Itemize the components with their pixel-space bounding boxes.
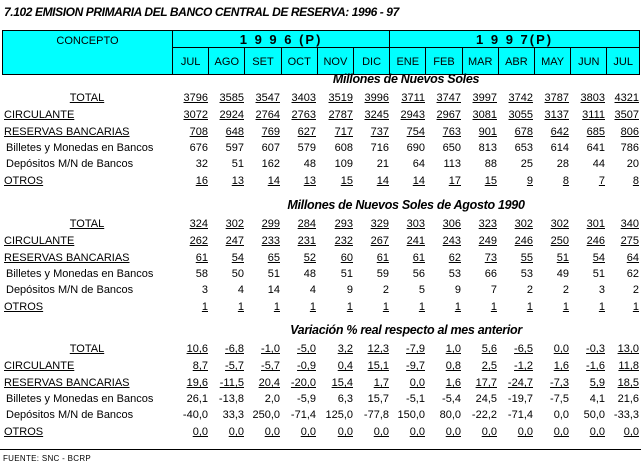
- cell-value: -1,0: [261, 343, 280, 355]
- cell-value: 3,2: [337, 343, 353, 355]
- cell-value: -24,7: [507, 377, 533, 389]
- cell-value: 51: [231, 158, 244, 170]
- cell-value: -5,7: [225, 360, 244, 372]
- cell-value: 0,0: [373, 426, 389, 438]
- cell-value: 1: [454, 301, 461, 313]
- section-title: Variación % real respecto al mes anterior: [290, 323, 522, 337]
- cell-value: 0,0: [192, 426, 208, 438]
- cell-value: 20: [626, 158, 639, 170]
- cell-value: 1: [309, 301, 316, 313]
- month-header: NOV: [318, 48, 354, 74]
- cell-value: 0,0: [623, 426, 639, 438]
- cell-value: 61: [195, 252, 208, 264]
- cell-value: 250,0: [252, 409, 280, 421]
- cell-value: 231: [297, 235, 316, 247]
- month-header: MAY: [535, 48, 571, 74]
- cell-value: 608: [334, 142, 353, 154]
- cell-value: -5,9: [297, 393, 316, 405]
- cell-value: 66: [484, 268, 497, 280]
- table-row: [0, 252, 641, 266]
- month-header: JUL: [173, 48, 209, 74]
- cell-value: -5,7: [261, 360, 280, 372]
- divider: [0, 449, 641, 450]
- cell-value: 650: [442, 142, 461, 154]
- row-label: Billetes y Monedas en Bancos: [6, 393, 154, 405]
- cell-value: 1,0: [445, 343, 461, 355]
- cell-value: 3742: [508, 92, 533, 104]
- cell-value: 11,8: [618, 360, 639, 372]
- cell-value: -77,8: [363, 409, 389, 421]
- cell-value: 4,1: [589, 393, 605, 405]
- cell-value: 1: [201, 301, 208, 313]
- cell-value: 51: [340, 268, 353, 280]
- cell-value: 4: [237, 284, 244, 296]
- cell-value: 3803: [580, 92, 605, 104]
- cell-value: 0,0: [553, 343, 569, 355]
- cell-value: 2: [526, 284, 533, 296]
- table-row: [0, 426, 641, 440]
- cell-value: 275: [620, 235, 639, 247]
- cell-value: 2924: [219, 109, 244, 121]
- cell-value: -0,9: [297, 360, 316, 372]
- table-row: [0, 235, 641, 249]
- month-header: OCT: [282, 48, 318, 74]
- cell-value: 247: [225, 235, 244, 247]
- cell-value: 1: [237, 301, 244, 313]
- cell-value: 3403: [291, 92, 316, 104]
- cell-value: 60: [340, 252, 353, 264]
- table-header: [2, 30, 640, 75]
- cell-value: 1,7: [373, 377, 389, 389]
- cell-value: 0,0: [589, 426, 605, 438]
- cell-value: 2943: [400, 109, 425, 121]
- cell-value: 614: [550, 142, 569, 154]
- cell-value: 813: [478, 142, 497, 154]
- month-header: AGO: [209, 48, 245, 74]
- cell-value: 243: [442, 235, 461, 247]
- cell-value: -40,0: [182, 409, 208, 421]
- cell-value: 44: [592, 158, 605, 170]
- cell-value: 1: [490, 301, 497, 313]
- cell-value: 17,7: [475, 377, 497, 389]
- cell-value: 676: [189, 142, 208, 154]
- row-label: Billetes y Monedas en Bancos: [6, 142, 154, 154]
- cell-value: 1: [273, 301, 280, 313]
- cell-value: 233: [261, 235, 280, 247]
- cell-value: 61: [412, 252, 425, 264]
- row-label: RESERVAS BANCARIAS: [4, 377, 130, 389]
- cell-value: 708: [189, 126, 208, 138]
- cell-value: 150,0: [397, 409, 425, 421]
- cell-value: 284: [297, 218, 316, 230]
- cell-value: 51: [556, 252, 569, 264]
- cell-value: 14: [412, 175, 425, 187]
- cell-value: -1,2: [514, 360, 533, 372]
- row-label: RESERVAS BANCARIAS: [4, 252, 130, 264]
- cell-value: 65: [267, 252, 280, 264]
- row-label: Depósitos M/N de Bancos: [6, 284, 134, 296]
- cell-value: 53: [448, 268, 461, 280]
- cell-value: 3747: [436, 92, 461, 104]
- cell-value: 80,0: [439, 409, 461, 421]
- cell-value: 33,3: [222, 409, 244, 421]
- cell-value: 2,0: [264, 393, 280, 405]
- cell-value: 5,9: [589, 377, 605, 389]
- row-label: Billetes y Monedas en Bancos: [6, 268, 154, 280]
- month-header: ENE: [390, 48, 426, 74]
- cell-value: -0,3: [586, 343, 605, 355]
- cell-value: 2,5: [481, 360, 497, 372]
- cell-value: 25: [520, 158, 533, 170]
- cell-value: 48: [303, 158, 316, 170]
- cell-value: 9: [526, 175, 533, 187]
- cell-value: 9: [454, 284, 461, 296]
- cell-value: -11,5: [219, 377, 244, 389]
- cell-value: 3: [598, 284, 605, 296]
- cell-value: 13: [231, 175, 244, 187]
- cell-value: 50,0: [583, 409, 605, 421]
- row-label: OTROS: [4, 426, 44, 438]
- table-row: [0, 284, 641, 298]
- cell-value: 716: [370, 142, 389, 154]
- cell-value: 109: [334, 158, 353, 170]
- cell-value: -20,0: [290, 377, 316, 389]
- cell-value: 15: [484, 175, 497, 187]
- cell-value: 14: [267, 284, 280, 296]
- cell-value: 690: [406, 142, 425, 154]
- cell-value: -71,4: [507, 409, 533, 421]
- year-header: 1 9 9 7(P): [390, 31, 639, 48]
- month-header: ABR: [499, 48, 535, 74]
- cell-value: 0,0: [228, 426, 244, 438]
- cell-value: 24,5: [475, 393, 497, 405]
- row-label: OTROS: [4, 301, 44, 313]
- cell-value: 2764: [255, 109, 280, 121]
- cell-value: 10,6: [186, 343, 208, 355]
- section-title: Millones de Nuevos Soles de Agosto 1990: [287, 198, 525, 212]
- cell-value: 59: [376, 268, 389, 280]
- cell-value: -6,5: [514, 343, 533, 355]
- cell-value: 685: [586, 126, 605, 138]
- cell-value: 2: [382, 284, 389, 296]
- cell-value: 0,0: [553, 426, 569, 438]
- cell-value: 17: [448, 175, 461, 187]
- cell-value: 16: [195, 175, 208, 187]
- row-label: Depósitos M/N de Bancos: [6, 158, 134, 170]
- table-row: [0, 409, 641, 423]
- cell-value: 648: [225, 126, 244, 138]
- cell-value: 1: [346, 301, 353, 313]
- cell-value: 51: [267, 268, 280, 280]
- cell-value: 3519: [328, 92, 353, 104]
- cell-value: 301: [586, 218, 605, 230]
- cell-value: 49: [556, 268, 569, 280]
- cell-value: 3137: [544, 109, 569, 121]
- table-title: 7.102 EMISION PRIMARIA DEL BANCO CENTRAL DE RESERVA: 1996 - 97: [4, 5, 399, 19]
- cell-value: 3055: [508, 109, 533, 121]
- cell-value: 306: [442, 218, 461, 230]
- cell-value: -5,0: [297, 343, 316, 355]
- cell-value: 806: [620, 126, 639, 138]
- cell-value: 597: [225, 142, 244, 154]
- cell-value: 0,0: [445, 426, 461, 438]
- cell-value: 8: [562, 175, 569, 187]
- cell-value: 769: [261, 126, 280, 138]
- cell-value: 3585: [219, 92, 244, 104]
- cell-value: 20,4: [258, 377, 280, 389]
- cell-value: 1: [632, 301, 639, 313]
- cell-value: 0,4: [337, 360, 353, 372]
- cell-value: 15: [340, 175, 353, 187]
- cell-value: 19,6: [186, 377, 208, 389]
- cell-value: 61: [376, 252, 389, 264]
- cell-value: 64: [412, 158, 425, 170]
- cell-value: 3507: [614, 109, 639, 121]
- cell-value: 901: [478, 126, 497, 138]
- cell-value: 1: [526, 301, 533, 313]
- cell-value: 4321: [614, 92, 639, 104]
- cell-value: 1: [598, 301, 605, 313]
- cell-value: 763: [442, 126, 461, 138]
- cell-value: 3081: [472, 109, 497, 121]
- cell-value: -33,3: [613, 409, 639, 421]
- cell-value: 0,0: [481, 426, 497, 438]
- cell-value: 12,3: [367, 343, 389, 355]
- row-label: TOTAL: [69, 92, 105, 104]
- cell-value: 15,4: [331, 377, 353, 389]
- cell-value: 7: [490, 284, 497, 296]
- cell-value: -9,7: [406, 360, 425, 372]
- cell-value: 15,7: [367, 393, 389, 405]
- cell-value: 3796: [183, 92, 208, 104]
- cell-value: 786: [620, 142, 639, 154]
- cell-value: -5,1: [406, 393, 425, 405]
- cell-value: 13: [303, 175, 316, 187]
- cell-value: 3997: [472, 92, 497, 104]
- cell-value: -7,9: [406, 343, 425, 355]
- cell-value: 302: [225, 218, 244, 230]
- cell-value: 607: [261, 142, 280, 154]
- cell-value: 642: [550, 126, 569, 138]
- cell-value: 3111: [582, 109, 605, 121]
- cell-value: 3072: [183, 109, 208, 121]
- cell-value: 267: [370, 235, 389, 247]
- cell-value: 8,7: [192, 360, 208, 372]
- cell-value: -13,8: [218, 393, 244, 405]
- row-label: TOTAL: [69, 218, 105, 230]
- cell-value: -19,7: [507, 393, 533, 405]
- cell-value: -7,3: [550, 377, 569, 389]
- cell-value: 113: [443, 158, 461, 170]
- cell-value: 64: [626, 252, 639, 264]
- cell-value: 246: [586, 235, 605, 247]
- cell-value: 5: [418, 284, 425, 296]
- cell-value: 88: [484, 158, 497, 170]
- cell-value: 340: [620, 218, 639, 230]
- year-header: 1 9 9 6 (P): [173, 31, 390, 48]
- cell-value: 0,0: [300, 426, 316, 438]
- row-label: Depósitos M/N de Bancos: [6, 409, 134, 421]
- cell-value: 14: [376, 175, 389, 187]
- cell-value: 0,0: [517, 426, 533, 438]
- cell-value: 73: [484, 252, 497, 264]
- cell-value: 329: [370, 218, 389, 230]
- cell-value: 4: [309, 284, 316, 296]
- cell-value: 1: [382, 301, 389, 313]
- cell-value: 21,6: [617, 393, 639, 405]
- table-row: [0, 377, 641, 391]
- cell-value: -22,2: [471, 409, 497, 421]
- cell-value: 3547: [255, 92, 280, 104]
- row-label: CIRCULANTE: [4, 360, 75, 372]
- month-header: FEB: [426, 48, 462, 74]
- cell-value: 250: [550, 235, 569, 247]
- cell-value: 51: [592, 268, 605, 280]
- cell-value: 62: [626, 268, 639, 280]
- cell-value: 9: [346, 284, 353, 296]
- cell-value: 3787: [544, 92, 569, 104]
- cell-value: 50: [231, 268, 244, 280]
- cell-value: 0,0: [409, 426, 425, 438]
- cell-value: 299: [261, 218, 280, 230]
- month-header: DIC: [354, 48, 390, 74]
- section-title: Millones de Nuevos Soles: [332, 72, 480, 86]
- cell-value: 18,5: [617, 377, 639, 389]
- cell-value: 32: [195, 158, 208, 170]
- cell-value: 0,8: [445, 360, 461, 372]
- table-row: [0, 360, 641, 374]
- cell-value: 293: [334, 218, 353, 230]
- cell-value: 0,0: [264, 426, 280, 438]
- cell-value: 162: [261, 158, 280, 170]
- table-row: [0, 142, 641, 156]
- cell-value: 2: [562, 284, 569, 296]
- cell-value: 1,6: [445, 377, 461, 389]
- cell-value: 52: [303, 252, 316, 264]
- concepto-header: CONCEPTO: [3, 31, 173, 74]
- cell-value: 5,6: [481, 343, 497, 355]
- table-row: [0, 109, 641, 123]
- cell-value: 1,6: [553, 360, 569, 372]
- cell-value: 717: [334, 126, 353, 138]
- cell-value: -6,8: [225, 343, 244, 355]
- table-row: [0, 126, 641, 140]
- cell-value: 13,0: [617, 343, 639, 355]
- table-row: [0, 175, 641, 189]
- row-label: RESERVAS BANCARIAS: [4, 126, 130, 138]
- row-label: OTROS: [4, 175, 44, 187]
- month-header: JUN: [571, 48, 607, 74]
- row-label: TOTAL: [69, 343, 105, 355]
- cell-value: 56: [412, 268, 425, 280]
- cell-value: -1,6: [586, 360, 605, 372]
- cell-value: 21: [376, 158, 389, 170]
- cell-value: 262: [189, 235, 208, 247]
- cell-value: 579: [297, 142, 316, 154]
- cell-value: 1: [418, 301, 425, 313]
- cell-value: 26,1: [186, 393, 208, 405]
- cell-value: 246: [514, 235, 533, 247]
- cell-value: 7: [598, 175, 605, 187]
- month-header: JUL: [613, 56, 633, 68]
- cell-value: 627: [297, 126, 316, 138]
- cell-value: 54: [231, 252, 244, 264]
- cell-value: 2967: [436, 109, 461, 121]
- table-row: [0, 218, 641, 232]
- cell-value: 737: [370, 126, 389, 138]
- cell-value: 302: [550, 218, 569, 230]
- cell-value: 58: [195, 268, 208, 280]
- cell-value: 15,1: [367, 360, 389, 372]
- cell-value: 55: [520, 252, 533, 264]
- table-row: [0, 92, 641, 106]
- cell-value: 324: [189, 218, 208, 230]
- month-header: SET: [245, 48, 281, 74]
- cell-value: 1: [562, 301, 569, 313]
- cell-value: 0,0: [337, 426, 353, 438]
- table-row: [0, 393, 641, 407]
- cell-value: 3245: [364, 109, 389, 121]
- cell-value: 2: [632, 284, 639, 296]
- cell-value: 754: [406, 126, 425, 138]
- month-header: MAR: [463, 48, 499, 74]
- cell-value: 303: [406, 218, 425, 230]
- cell-value: 125,0: [325, 409, 353, 421]
- cell-value: 3711: [401, 92, 425, 104]
- cell-value: 54: [592, 252, 605, 264]
- cell-value: 641: [586, 142, 605, 154]
- cell-value: 323: [478, 218, 497, 230]
- source-note: FUENTE: SNC - BCRP: [3, 454, 92, 463]
- cell-value: 3: [201, 284, 208, 296]
- cell-value: 653: [514, 142, 533, 154]
- cell-value: -5,4: [442, 393, 461, 405]
- cell-value: 0,0: [553, 409, 569, 421]
- cell-value: 14: [267, 175, 280, 187]
- cell-value: 232: [334, 235, 353, 247]
- cell-value: 249: [478, 235, 497, 247]
- row-label: CIRCULANTE: [4, 235, 75, 247]
- cell-value: 62: [448, 252, 461, 264]
- table-row: [0, 268, 641, 282]
- cell-value: 302: [514, 218, 533, 230]
- row-label: CIRCULANTE: [4, 109, 75, 121]
- table-row: [0, 343, 641, 357]
- cell-value: 6,3: [337, 393, 353, 405]
- table-row: [0, 301, 641, 315]
- cell-value: 241: [406, 235, 425, 247]
- cell-value: 2763: [291, 109, 316, 121]
- cell-value: 2787: [328, 109, 353, 121]
- cell-value: 678: [514, 126, 533, 138]
- cell-value: 0,0: [409, 377, 425, 389]
- table-row: [0, 158, 641, 172]
- cell-value: 28: [556, 158, 569, 170]
- cell-value: -71,4: [290, 409, 316, 421]
- cell-value: 8: [632, 175, 639, 187]
- cell-value: 48: [303, 268, 316, 280]
- cell-value: 3996: [364, 92, 389, 104]
- cell-value: -7,5: [550, 393, 569, 405]
- cell-value: 53: [520, 268, 533, 280]
